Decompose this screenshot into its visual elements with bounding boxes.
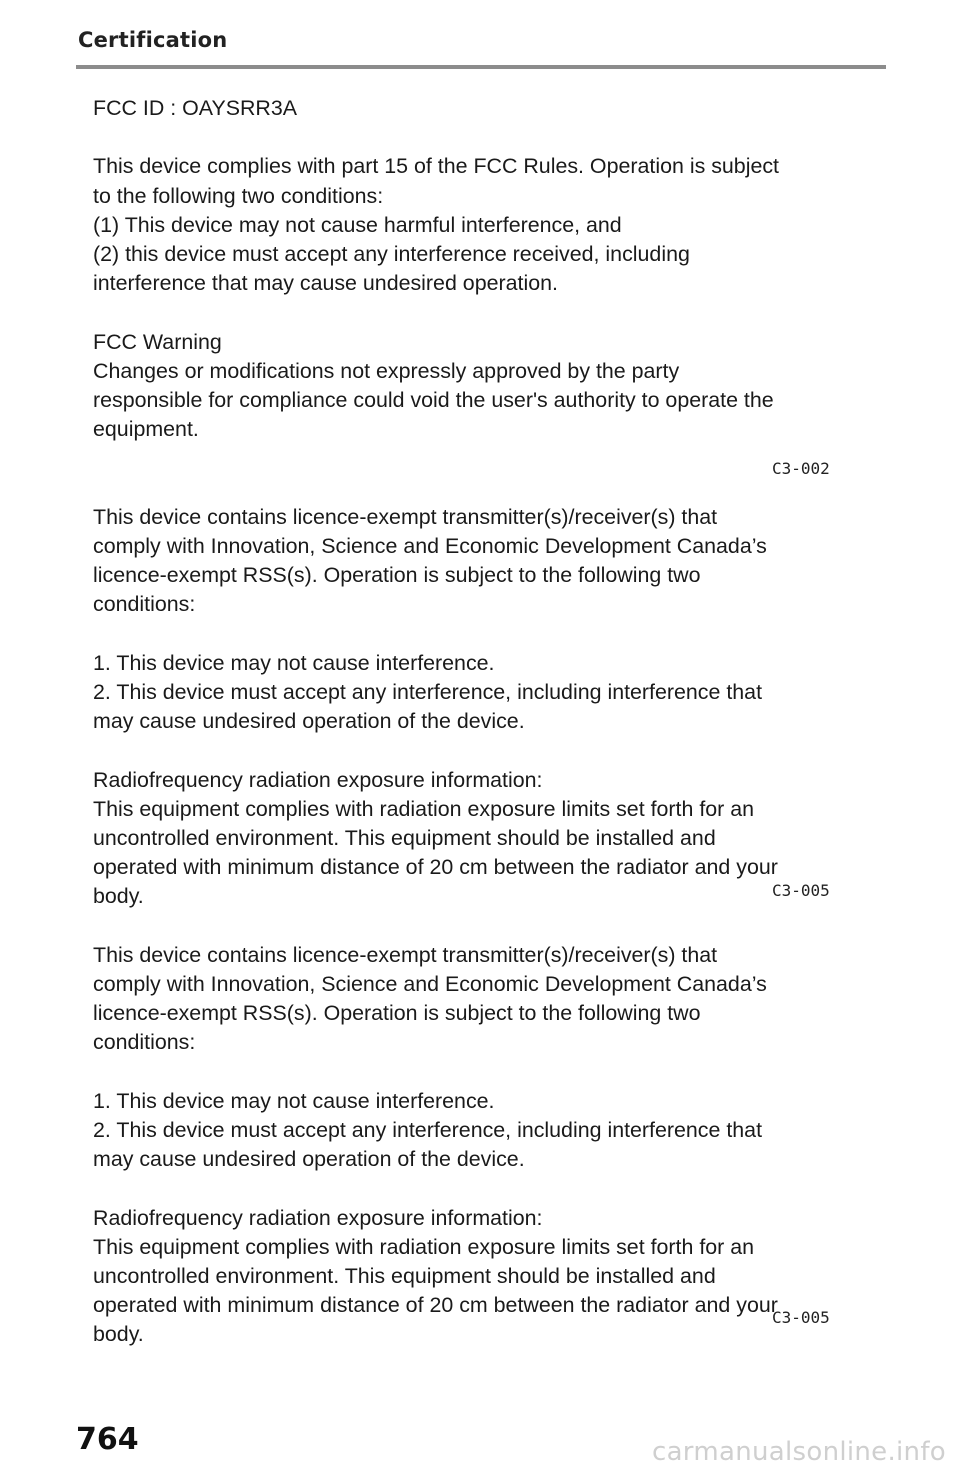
rf-exposure-line: operated with minimum distance of 20 cm between the radiator and your	[93, 1293, 778, 1318]
canada-intro-line: conditions:	[93, 592, 196, 617]
fcc-warning-title: FCC Warning	[93, 329, 222, 354]
rf-exposure-line: operated with minimum distance of 20 cm between the radiator and your	[93, 855, 778, 880]
canada-intro-line: This device contains licence-exempt transmitter(s)/receiver(s) that	[93, 942, 718, 967]
canada-condition-line: 2. This device must accept any interference, including interference that	[93, 1117, 763, 1142]
rf-exposure-title: Radiofrequency radiation exposure information:	[93, 1205, 543, 1230]
fcc-warning-line: equipment.	[93, 417, 199, 442]
spacer	[93, 620, 853, 649]
header-divider	[76, 65, 886, 69]
certification-body	[93, 94, 853, 1350]
spacer	[93, 912, 853, 941]
page-header-title: Certification	[78, 28, 228, 52]
fcc-compliance-line: to the following two conditions:	[93, 183, 384, 208]
spacer	[93, 444, 853, 473]
canada-condition-line: 1. This device may not cause interference.	[93, 650, 495, 675]
rf-exposure-line: uncontrolled environment. This equipment should be installed and	[93, 825, 716, 850]
fcc-warning-line: responsible for compliance could void the user's authority to operate the	[93, 388, 774, 412]
spacer	[93, 474, 853, 503]
canada-intro-line: licence-exempt RSS(s). Operation is subject to the following two	[93, 1001, 701, 1026]
fcc-compliance-line: interference that may cause undesired operation.	[93, 271, 558, 296]
spacer	[93, 123, 853, 152]
fcc-compliance-line: (1) This device may not cause harmful interference, and	[93, 212, 622, 237]
fcc-compliance-line: (2) this device must accept any interference received, including	[93, 242, 690, 266]
spacer	[93, 736, 853, 765]
rf-exposure-line: This equipment complies with radiation exposure limits set forth for an	[93, 1234, 755, 1259]
rf-exposure-line: body.	[93, 1322, 144, 1347]
canada-condition-line: may cause undesired operation of the device.	[93, 1147, 525, 1172]
canada-intro-line: conditions:	[93, 1030, 196, 1055]
canada-intro-line: comply with Innovation, Science and Economic Development Canada’s	[93, 533, 767, 558]
spacer	[93, 298, 853, 327]
spacer	[93, 1174, 853, 1203]
canada-condition-line: 1. This device may not cause interference.	[93, 1088, 495, 1113]
fcc-id: FCC ID : OAYSRR3A	[93, 96, 298, 120]
canada-intro-line: comply with Innovation, Science and Economic Development Canada’s	[93, 971, 767, 996]
canada-condition-line: may cause undesired operation of the device.	[93, 709, 525, 734]
site-watermark: carmanualsonline.info	[651, 1437, 946, 1467]
spacer	[93, 1058, 853, 1087]
fcc-warning-line: Changes or modifications not expressly approved by the party	[93, 358, 680, 383]
canada-intro-line: This device contains licence-exempt transmitter(s)/receiver(s) that	[93, 504, 718, 529]
rf-exposure-title: Radiofrequency radiation exposure information:	[93, 767, 543, 792]
page-number: 764	[76, 1422, 139, 1457]
canada-intro-line: licence-exempt RSS(s). Operation is subject to the following two	[93, 563, 701, 588]
rf-exposure-line: This equipment complies with radiation exposure limits set forth for an	[93, 796, 755, 821]
fcc-compliance-line: This device complies with part 15 of the FCC Rules. Operation is subject	[93, 154, 779, 179]
rf-exposure-line: uncontrolled environment. This equipment should be installed and	[93, 1263, 716, 1288]
reference-code: C3-005	[772, 1308, 830, 1327]
reference-code: C3-002	[772, 459, 830, 478]
canada-condition-line: 2. This device must accept any interference, including interference that	[93, 679, 763, 704]
reference-code: C3-005	[772, 881, 830, 900]
rf-exposure-line: body.	[93, 884, 144, 909]
